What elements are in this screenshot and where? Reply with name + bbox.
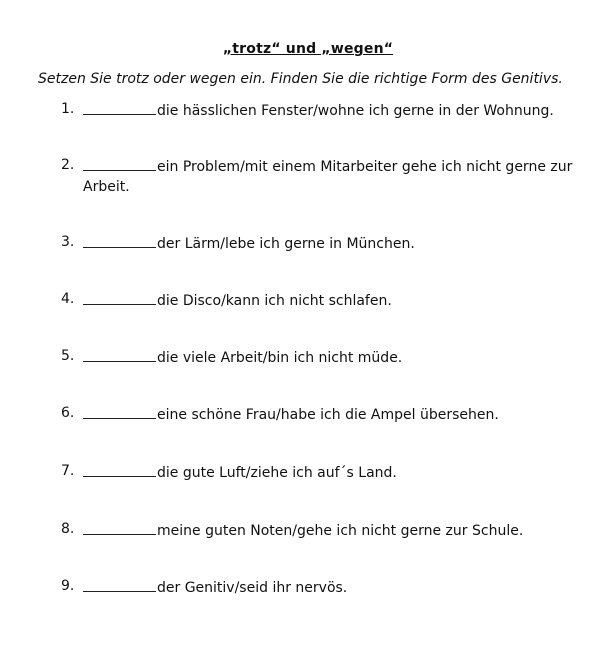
exercise-text: die viele Arbeit/bin ich nicht müde. [157,350,403,366]
exercise-number: 7. [61,463,75,479]
answer-blank[interactable] [83,576,156,592]
exercise-text: meine guten Noten/gehe ich nicht gerne zur Schule. [157,523,524,539]
exercise-number: 5. [61,348,75,364]
exercise-number: 3. [61,234,75,250]
exercise-body [83,461,573,483]
exercise-number: 1. [61,101,75,117]
exercise-body [83,519,573,541]
exercise-text: eine schöne Frau/habe ich die Ampel übersehen. [157,407,499,423]
exercise-body [83,576,573,598]
answer-blank[interactable] [83,461,156,477]
exercise-text: ein Problem/mit einem Mitarbeiter gehe ich nicht gerne zur Arbeit. [83,159,573,195]
exercise-text: die Disco/kann ich nicht schlafen. [157,293,392,309]
answer-blank[interactable] [83,403,156,419]
exercise-body [83,232,573,254]
exercise-number: 9. [61,578,75,594]
exercise-text: der Lärm/lebe ich gerne in München. [157,236,415,252]
exercise-body [83,403,573,425]
exercise-body [83,289,573,311]
answer-blank[interactable] [83,519,156,535]
answer-blank[interactable] [83,289,156,305]
exercise-number: 6. [61,405,75,421]
answer-blank[interactable] [83,155,156,171]
exercise-body [83,155,573,197]
exercise-number: 2. [61,157,75,173]
answer-blank[interactable] [83,346,156,362]
worksheet-title: „trotz“ und „wegen“ [222,41,394,57]
exercise-text: der Genitiv/seid ihr nervös. [157,580,348,596]
exercise-number: 8. [61,521,75,537]
answer-blank[interactable] [83,232,156,248]
exercise-text: die gute Luft/ziehe ich auf´s Land. [157,465,397,481]
exercise-text: die hässlichen Fenster/wohne ich gerne in der Wohnung. [157,103,554,119]
exercise-body [83,99,573,121]
answer-blank[interactable] [83,99,156,115]
worksheet-instructions: Setzen Sie trotz oder wegen ein. Finden Sie die richtige Form des Genitivs. [38,71,563,87]
exercise-number: 4. [61,291,75,307]
exercise-body [83,346,573,368]
